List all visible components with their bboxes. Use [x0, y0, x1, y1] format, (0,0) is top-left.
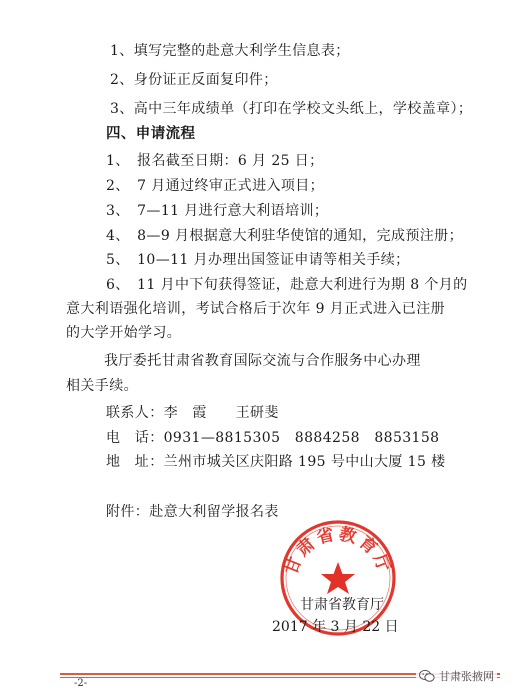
attachment-line: 附件：赴意大利留学报名表 [106, 504, 279, 520]
entrust-line-1: 我厅委托甘肃省教育国际交流与合作服务中心办理 [104, 353, 421, 369]
process-step-6-line-3: 的大学开始学习。 [66, 325, 182, 341]
watermark-text: 甘肃张掖网 [439, 670, 494, 683]
contact-phone: 电 话：0931—8815305 8884258 8853158 [106, 430, 440, 446]
requirement-item-3: 3、高中三年成绩单（打印在学校文头纸上，学校盖章）； [110, 101, 473, 117]
process-step-2: 2、 7 月通过终审正式进入项目； [106, 178, 325, 194]
entrust-line-2: 相关手续。 [66, 378, 138, 394]
watermark [416, 667, 497, 685]
process-step-1: 1、 报名截至日期：6 月 25 日； [106, 153, 324, 169]
page-number: -2- [74, 678, 88, 689]
wechat-icon [419, 669, 435, 683]
process-step-6-line-1: 6、 11 月中下旬获得签证，赴意大利进行为期 8 个月的 [106, 277, 468, 293]
process-step-6-line-2: 意大利语强化培训，考试合格后于次年 9 月正式进入已注册 [66, 301, 446, 317]
process-step-3: 3、 7—11 月进行意大利语培训； [106, 203, 329, 219]
requirement-item-1: 1、填写完整的赴意大利学生信息表； [110, 43, 350, 59]
contact-persons: 联系人：李 霞 王研斐 [106, 405, 279, 421]
contact-address: 地 址：兰州市城关区庆阳路 195 号中山大厦 15 楼 [106, 454, 446, 470]
signature-date: 2017 年 3 月 22 日 [272, 619, 399, 635]
process-step-4: 4、 8—9 月根据意大利驻华使馆的通知，完成预注册； [106, 228, 463, 244]
process-step-5: 5、 10—11 月办理出国签证申请等相关手续； [106, 252, 410, 268]
requirement-item-2: 2、身份证正反面复印件； [110, 72, 278, 88]
seal-text: 甘肃省教育厅 [281, 524, 395, 578]
section-heading-process: 四、申请流程 [106, 126, 196, 142]
signature-org: 甘肃省教育厅 [300, 597, 384, 613]
